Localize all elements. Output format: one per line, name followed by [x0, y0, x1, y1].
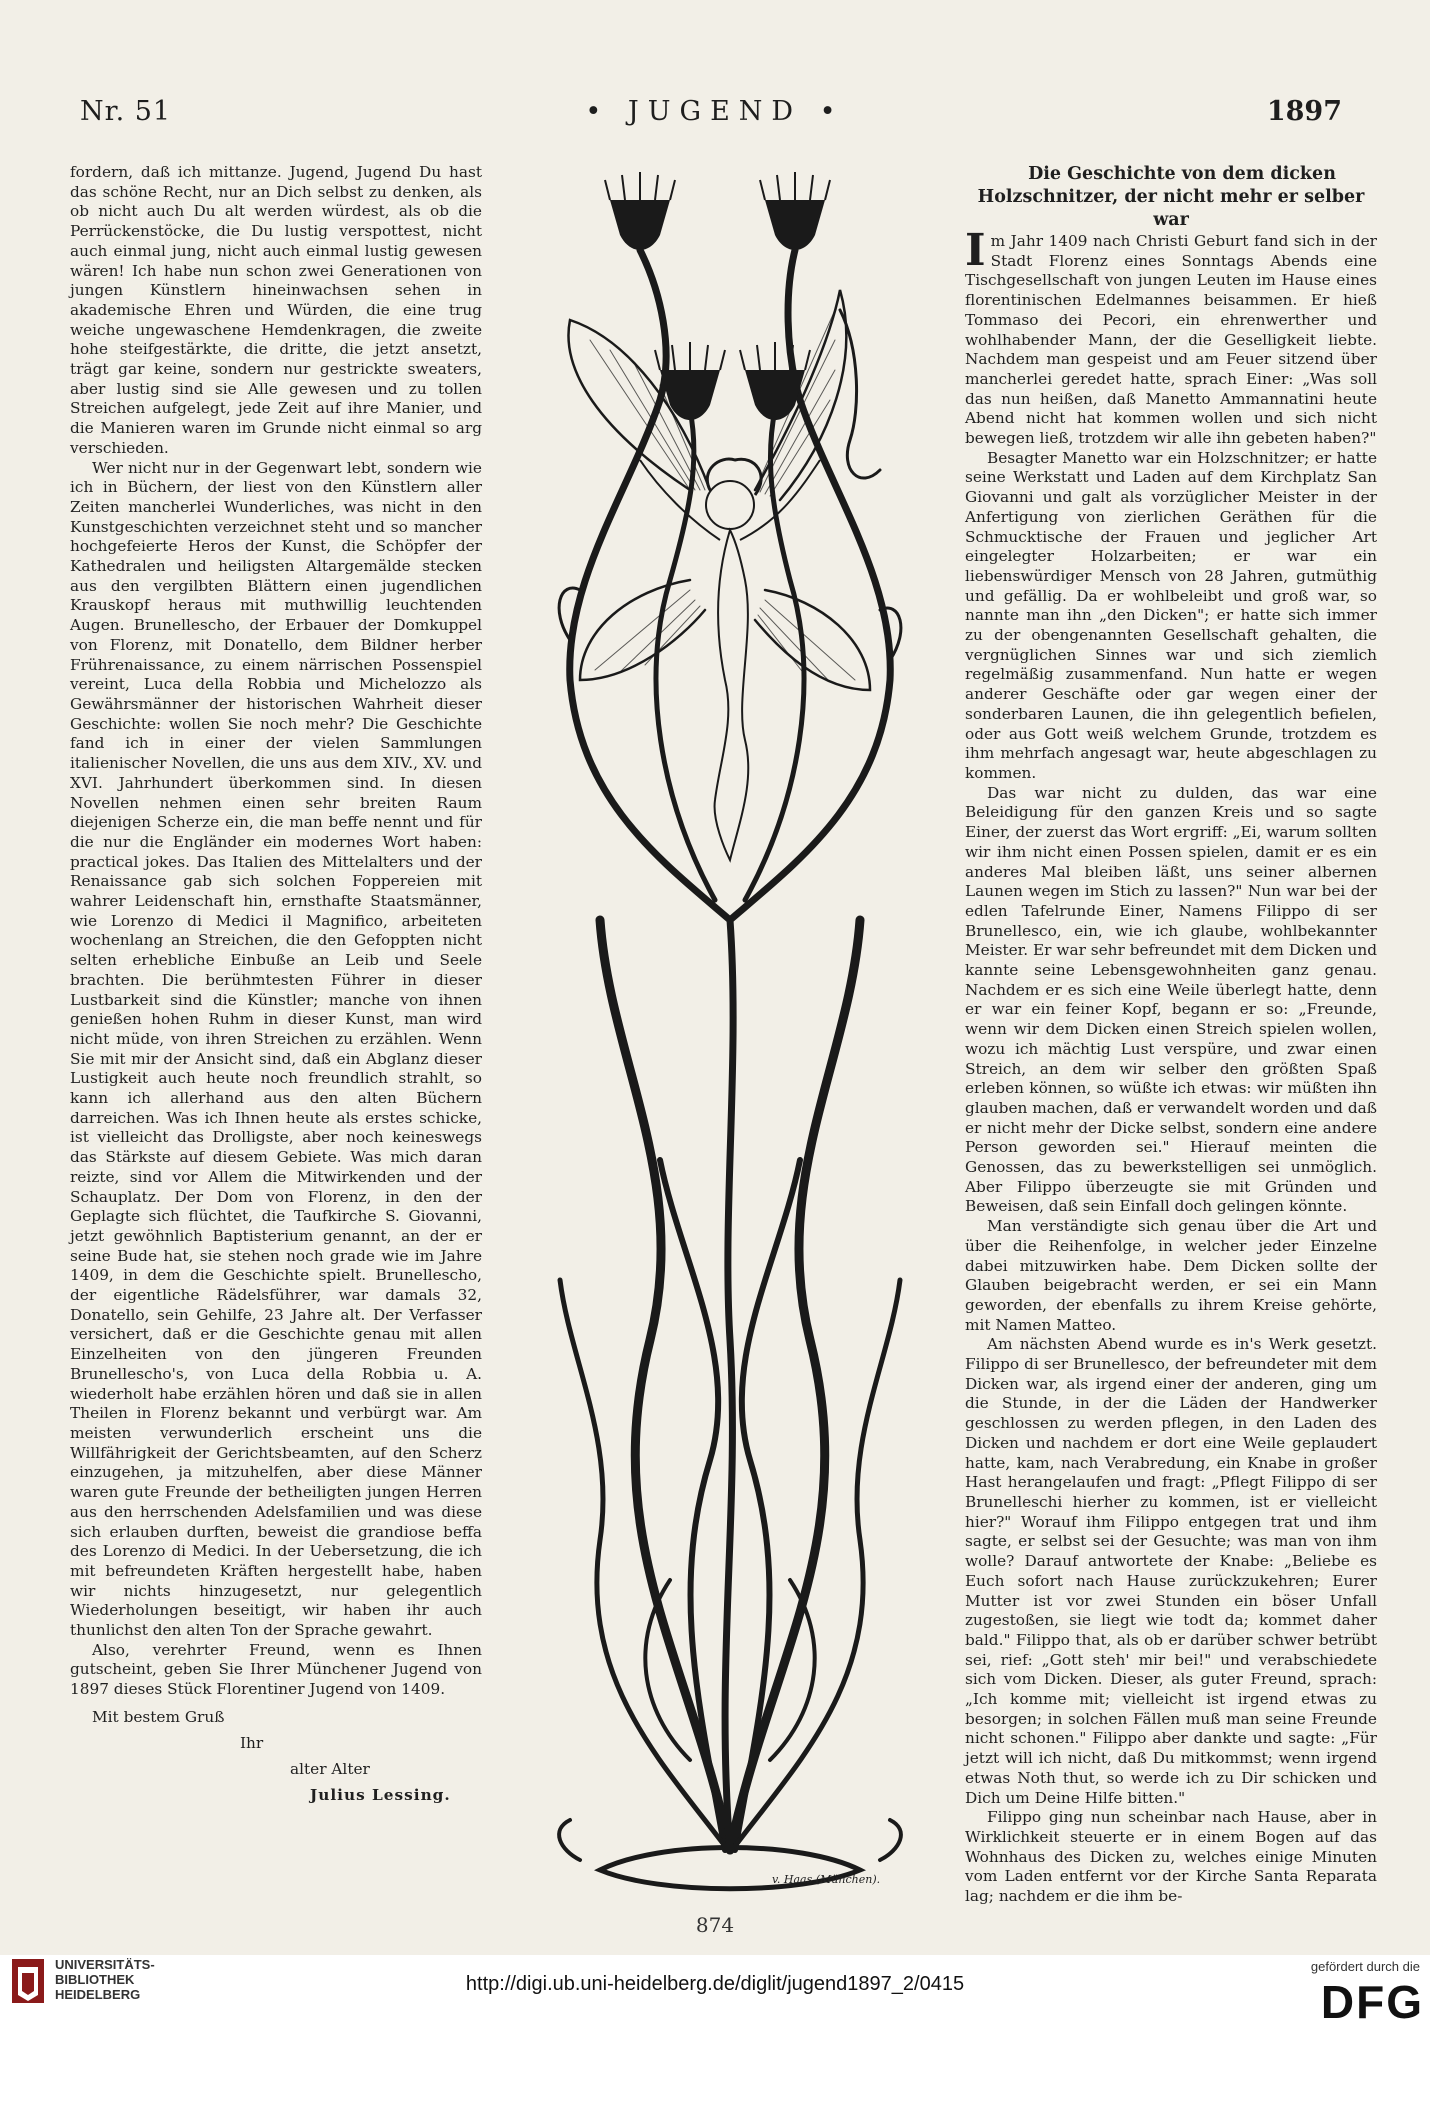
left-paragraph: Also, verehrter Freund, wenn es Ihnen gutscheint, geben Sie Ihrer Münchener Jugend von 1897 dieses Stück Florentiner Jugend von 1409. [70, 1640, 482, 1699]
library-name: UNIVERSITÄTS- BIBLIOTHEK HEIDELBERG [55, 1957, 155, 2002]
right-paragraph: Das war nicht zu dulden, das war eine Beleidigung für den ganzen Kreis und so sagte Einer, der zuerst das Wort ergriff: „Ei, warum sollten wir ihm nicht einen Possen spielen, damit er es ein anderes Mal bleiben läßt, uns seiner albernen Launen wegen im Stich zu lassen?" Nun war bei der edlen Tafelrunde Einer, Namens Filippo di ser Brunellesco, ein, wie ich glaube, wohlbekannter Meister. Er war sehr befreundet mit dem Dicken und kannte seine Lebensgewohnheiten ganz genau. Nachdem er es sich eine Weile überlegt hatte, denn er war ein feiner Kopf, begann er so: „Freunde, wenn wir dem Dicken einen Streich spielen wollen, wozu ich mächtig Lust verspüre, und zwar einen Streich, an dem wir selber den größten Spaß erleben können, so wüßte ich etwas: wir müßten ihn glauben machen, daß er verwandelt worden und daß er nicht mehr der Dicke selbst, sondern eine andere Person geworden sei." Hierauf meinten die Genossen, das zu bewerkstelligen sei unmöglich. Aber Filippo überzeugte sie mit Gründen und Beweisen, daß sein Einfall doch gelingen könnte. [965, 783, 1377, 1216]
story-title: Die Geschichte von dem dicken Holzschnitzer, der nicht mehr er selber war [977, 164, 1365, 230]
illustration-credit: v. Haas (München). [772, 1873, 881, 1886]
right-paragraph-text: m Jahr 1409 nach Christi Geburt fand sich in der Stadt Florenz eines Sonntags Abends eine Tischgesellschaft von jungen Leuten im Hause eines florentinischen Edelmannes beisammen. Er hieß Tommaso dei Pecori, ein ehrenwerther und wohlhabender Mann, der die Geselligkeit liebte. Nachdem man gespeist und am Feuer sitzend über mancherlei geredet hatte, sprach Einer: „Was soll das nun heißen, daß Manetto Ammannatini heute Abend nicht hat kommen wollen und sich nicht bewegen ließ, trotzdem wir alle ihn gebeten haben?" [965, 232, 1377, 448]
signature-yours: Ihr [240, 1733, 264, 1752]
funded-by-label: gefördert durch die [1310, 1959, 1420, 1974]
publication-year: 1897 [1266, 96, 1342, 127]
dfg-logo: DFG [1320, 1976, 1424, 2028]
left-paragraph: fordern, daß ich mittanze. Jugend, Jugend Du hast das schöne Recht, nur an Dich selbst zu denken, als ob nicht auch Du alt werden würdest, als ob die Perrückenstöcke, die Du lustig verspottest, nicht auch einmal jung, nicht auch einmal lustig gewesen wären! Ich habe nun schon zwei Generationen von jungen Künstlern hineinwachsen sehen in akademische Ehren und Würden, die eine trug weiche ungewaschene Hemdenkragen, die zweite hohe steifgestärkte, die dritte, die jetzt ansetzt, trägt gar keine, sondern nur gestrickte sweaters, aber lustig sind sie Alle gewesen und zu tollen Streichen aufgelegt, jede Zeit auf ihre Manier, und die Manieren waren im Grunde nicht einmal so arg verschieden. [70, 163, 482, 457]
signature-alias: alter Alter [290, 1759, 370, 1778]
fairy-flowers-drawing [540, 160, 920, 1915]
left-paragraph: Wer nicht nur in der Gegenwart lebt, sondern wie ich in Büchern, der liest von den Künstlern aller Zeiten mancherlei Wunderliches, was nicht in den Kunstgeschichten verzeichnet steht und so mancher hochgefeierte Heros der Kunst, die Schöpfer der Kathedralen und heiligsten Altargemälde stecken aus den vergilbten Blättern einen jugendlichen Krauskopf heraus mit muthwillig leuchtenden Augen. Brunellescho, der Erbauer der Domkuppel von Florenz, mit Donatello, dem Bildner herber Frührenaissance, zu einem närrischen Possenspiel vereint, Luca della Robbia und Michelozzo als Gewährsmänner der historischen Wahrheit dieser Geschichte: wollen Sie noch mehr? Die Geschichte fand ich in einer der vielen Sammlungen italienischer Novellen, die uns aus dem XIV., XV. und XVI. Jahrhundert überkommen sind. In diesen Novellen nehmen einen sehr breiten Raum diejenigen Scherze ein, die man beffe nennt und für die nur die Engländer ein modernes Wort haben: practical jokes. Das Italien des Mittelalters und der Renaissance gab sich solchen Foppereien mit wahrer Leidenschaft hin, ernsthafte Staatsmänner, wie Lorenzo di Medici il Magnifico, arbeiteten wochenlang an Streichen, die den Gefoppten nicht selten erhebliche Einbuße an Leib und Seele brachten. Die berühmtesten Führer in dieser Lustbarkeit sind die Künstler; manche von ihnen genießen hohen Ruhm in dieser Kunst, man wird nicht müde, von ihren Streichen zu erzählen. Wenn Sie mit mir der Ansicht sind, daß ein Abglanz dieser Lustigkeit auch heute noch freundlich strahlt, so kann ich allerhand aus den alten Büchern darreichen. Was ich Ihnen heute als erstes schicke, ist vielleicht das Drolligste, aber noch keineswegs das Stärkste auf diesem Gebiete. Was mich daran reizte, sind vor Allem die Mitwirkenden und der Schauplatz. Der Dom von Florenz, in den der Geplagte sich flüchtet, die Taufkirche S. Giovanni, jetzt gewöhnlich Baptisterium genannt, an der er seine Bude hat, sie stehen noch grade wie im Jahre 1409, in dem die Geschichte spielt. Brunellescho, der eigentliche Rädelsführer, war damals 32, Donatello, sein Gehilfe, 23 Jahre alt. Der Verfasser versichert, daß er die Geschichte genau mit allen Einzelheiten von den jüngeren Freunden Brunellescho's, von Luca della Robbia u. A. wiederholt habe erzählen hören und daß sie in allen Theilen in Florenz bekannt und verbürgt war. Am meisten verwunderlich erscheint uns die Willfährigkeit der Gerichtsbeamten, auf den Scherz einzugehen, ja mitzuhelfen, aber diese Männer waren gute Freunde der betheiligten jungen Herren aus den herrschenden Adelsfamilien und was diese sich erlauben durften, beweist die grandiose beffa des Lorenzo di Medici. In der Uebersetzung, die ich mit befreundeten Kräften hergestellt habe, haben wir nichts hinzugesetzt, nur gelegentlich Wiederholungen beseitigt, wir haben ihr auch thunlichst den alten Ton der Sprache gewahrt. [70, 458, 482, 1640]
right-paragraph: Filippo ging nun scheinbar nach Hause, aber in Wirklichkeit steuerte er in einem Bogen auf das Wohnhaus des Dicken zu, welches einige Minuten vom Laden entfernt vor der Kirche Santa Reparata lag; nachdem er die ihm be- [965, 1808, 1377, 1906]
page-number: 874 [695, 1913, 735, 1937]
drop-cap: I [965, 225, 986, 276]
viewer-footer [0, 1955, 1430, 2102]
page-header [0, 96, 1430, 136]
letter-signature [70, 1704, 482, 1808]
permalink-url[interactable]: http://digi.ub.uni-heidelberg.de/diglit/jugend1897_2/0415 [465, 1973, 965, 1995]
right-text-column [965, 163, 1377, 1906]
issue-number: Nr. 51 [80, 96, 172, 127]
left-text-column [70, 163, 482, 1883]
art-nouveau-illustration [540, 160, 920, 1915]
right-paragraph [965, 225, 1377, 449]
right-paragraph: Am nächsten Abend wurde es in's Werk gesetzt. Filippo di ser Brunellesco, der befreundeter mit dem Dicken war, als irgend einer der anderen, ging um die Stunde, in der die Läden der Handwerker geschlossen zu werden pflegen, in den Laden des Dicken und nachdem er dort eine Weile geplaudert hatte, kam, nach Verabredung, ein Knabe in großer Hast herangelaufen und fragt: „Pflegt Filippo di ser Brunelleschi hierher zu kommen, ist er vielleicht hier?" Worauf ihm Filippo entgegen trat und ihm sagte, er selbst sei der Gesuchte; was man von ihm wolle? Darauf antwortete der Knabe: „Beliebe es Euch sofort nach Hause zurückzukehren; Eurer Mutter ist vor zwei Stunden ein böser Unfall zugestoßen, sie liegt wie todt da; kommet daher bald." Filippo that, als ob er darüber schwer betrübt sei, rief: „Gott steh' mir bei!" und verabschiedete sich vom Dicken. Dieser, als guter Freund, sprach: „Ich komme mit; vielleicht ist irgend etwas zu besorgen; in solchen Fällen muß man seine Freunde nicht schonen." Filippo aber dankte und sagte: „Für jetzt will ich nicht, daß Du mitkommst; wenn irgend etwas Noth thut, so werde ich zu Dir schicken und Dich um Deine Hilfe bitten." [965, 1335, 1377, 1807]
magazine-title: • JUGEND • [585, 96, 845, 127]
right-paragraph: Man verständigte sich genau über die Art und über die Reihenfolge, in welcher jeder Einzelne dabei mitzuwirken habe. Dem Dicken sollte der Glauben beigebracht werden, er sei ein Mann geworden, der ebenfalls zu ihrem Kreise gehörte, mit Namen Matteo. [965, 1217, 1377, 1334]
signature-author: Julius Lessing. [310, 1785, 451, 1804]
right-paragraph: Besagter Manetto war ein Holzschnitzer; er hatte seine Werkstatt und Laden auf dem Kirchplatz San Giovanni und galt als vorzüglicher Meister in der Anfertigung von zierlichen Geräthen für die Schmucktische der Frauen und jeglicher Art eingelegter Holzarbeiten; er war ein liebenswürdiger Mensch von 28 Jahren, gutmüthig und gefällig. Da er wohlbeleibt und groß war, so nannte man ihn „den Dicken"; er hatte sich immer zu der obengenannten Gesellschaft gehalten, die vergnüglichen Sinnes war und sich ziemlich regelmäßig zusammenfand. Nun hatte er wegen anderer Geschäfte oder gar wegen einer der sonderbaren Launen, die ihn gelegentlich befielen, oder aus Gott weiß welchem Grunde, trotzdem es ihm mehrfach angesagt war, heute abgeschlagen zu kommen. [965, 448, 1377, 782]
signature-greeting: Mit bestem Gruß [92, 1707, 225, 1726]
